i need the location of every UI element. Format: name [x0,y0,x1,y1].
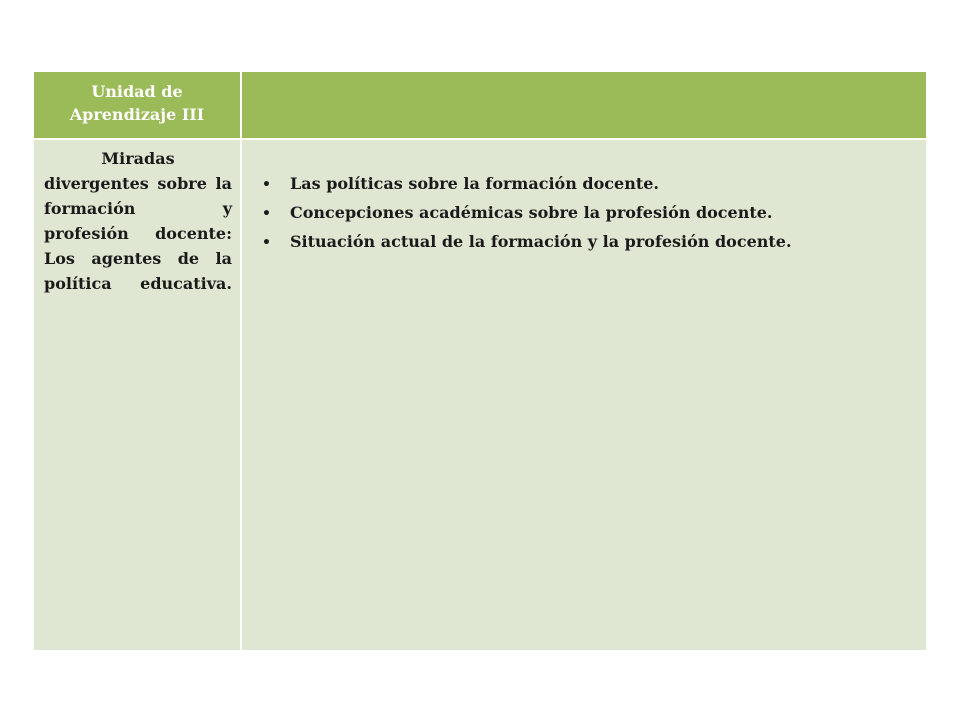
topic-text: Situación actual de la formación y la profesión docente. [290,232,792,251]
header-cell-empty [242,72,926,140]
bullet-icon: • [262,235,271,251]
topic-item [262,199,916,228]
topic-list [242,140,926,257]
topic-text: Concepciones académicas sobre la profesión docente. [290,203,773,222]
header-cell-unit [34,72,242,140]
body-cell-topics [242,140,926,652]
topic-text: Las políticas sobre la formación docente. [290,174,659,193]
content-table [34,72,926,652]
topic-item [262,170,916,199]
bullet-icon: • [262,206,271,222]
unit-title: Unidad de Aprendizaje III [69,82,205,124]
body-cell-unit-description [34,140,242,652]
unit-description-rest: divergentes sobre la formación y profesión docente: Los agentes de la política educativa. [44,174,232,293]
topic-item [262,228,916,257]
bullet-icon: • [262,177,271,193]
unit-description [34,140,240,296]
unit-description-first-line: Miradas [101,149,175,168]
